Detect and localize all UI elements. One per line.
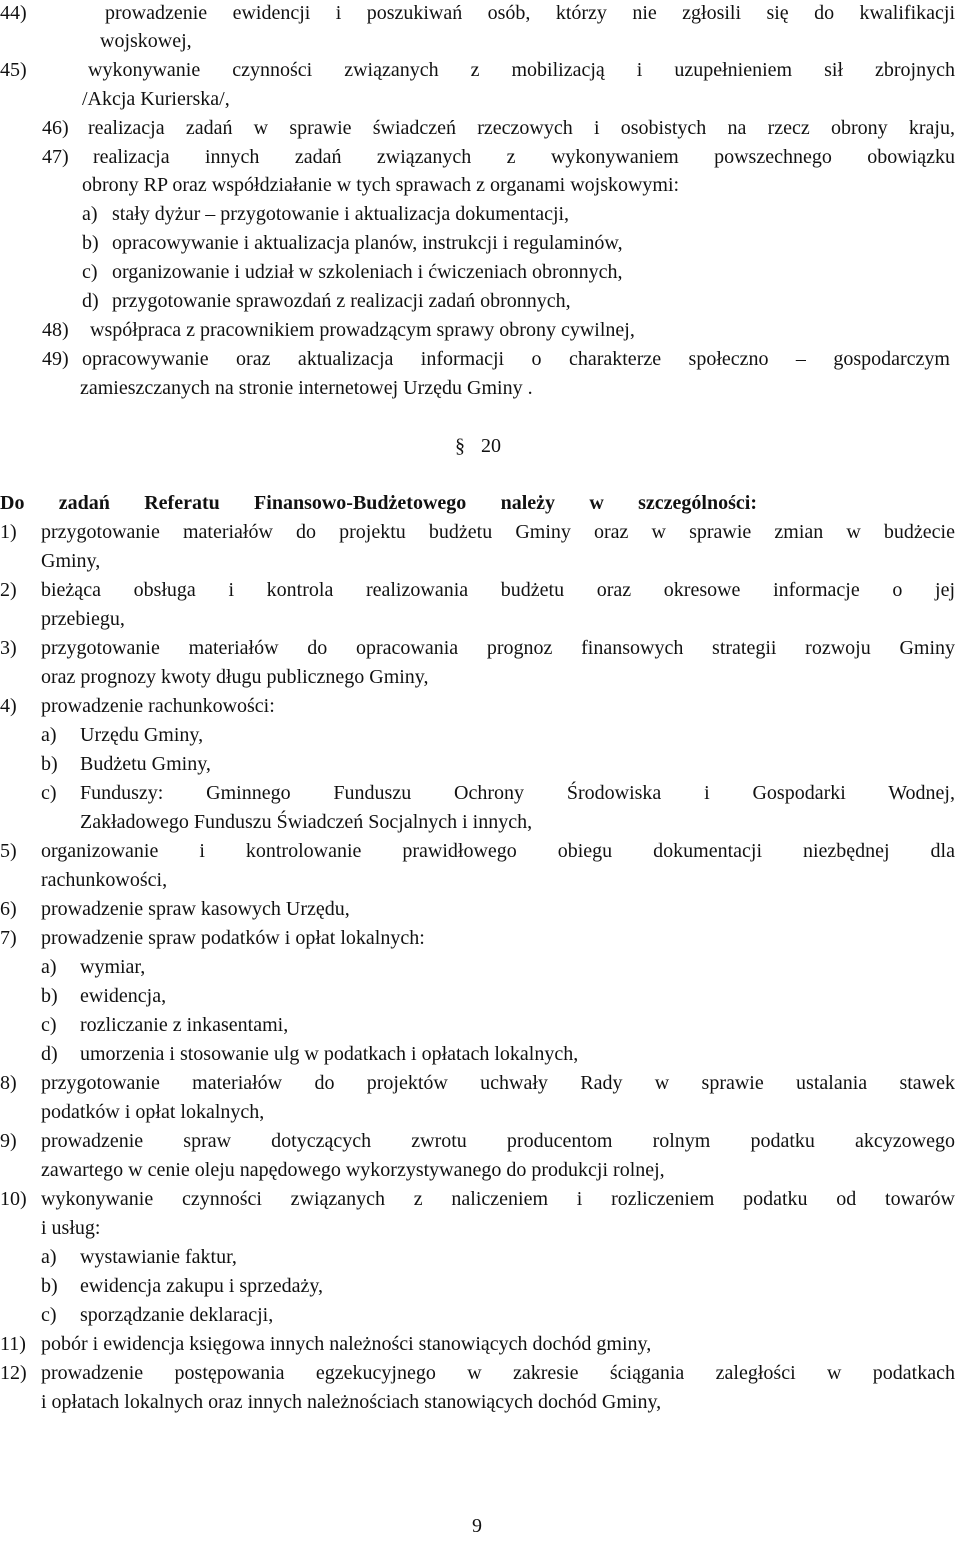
list-item-line: przygotowanie materiałów do projektu budżetu Gminy oraz w sprawie zmian w budżecie <box>41 521 955 543</box>
list-item-line: Gminy, <box>41 550 101 572</box>
list-item-line: przygotowanie materiałów do projektów uchwały Rady w sprawie ustalania stawek <box>41 1072 955 1094</box>
section-number: 20 <box>481 435 501 457</box>
list-item-line: prowadzenie spraw podatków i opłat lokalnych: <box>41 927 425 949</box>
list-item-line: opracowywanie oraz aktualizacja informacji o charakterze społeczno – gospodarczym <box>82 348 950 370</box>
list-number: 5) <box>0 840 17 862</box>
list-item-line: Funduszy: Gminnego Funduszu Ochrony Środowiska i Gospodarki Wodnej, <box>80 782 955 804</box>
list-item-line: wojskowej, <box>100 30 192 52</box>
list-number: 46) <box>42 117 69 139</box>
list-item-line: przygotowanie materiałów do opracowania prognoz finansowych strategii rozwoju Gminy <box>41 637 955 659</box>
section-marker <box>455 432 501 461</box>
list-number: d) <box>82 290 99 312</box>
list-number: b) <box>41 1275 58 1297</box>
list-item-line: ewidencja zakupu i sprzedaży, <box>80 1275 324 1297</box>
list-item-line: oraz prognozy kwoty długu publicznego Gminy, <box>41 666 429 688</box>
section-heading: Do zadań Referatu Finansowo-Budżetowego należy w szczególności: <box>0 492 757 514</box>
list-item-line: pobór i ewidencja księgowa innych należności stanowiących dochód gminy, <box>41 1333 652 1355</box>
list-item-line: podatków i opłat lokalnych, <box>41 1101 265 1123</box>
list-number: 8) <box>0 1072 17 1094</box>
list-number: c) <box>82 261 98 283</box>
list-item-line: prowadzenie rachunkowości: <box>41 695 275 717</box>
list-number: c) <box>41 1014 57 1036</box>
list-item-line: zamieszczanych na stronie internetowej Urzędu Gminy . <box>80 377 533 399</box>
list-item-line: współpraca z pracownikiem prowadzącym sprawy obrony cywilnej, <box>90 319 635 341</box>
list-number: 10) <box>0 1188 27 1210</box>
list-number: b) <box>41 985 58 1007</box>
list-item-line: bieżąca obsługa i kontrola realizowania budżetu oraz okresowe informacje o jej <box>41 579 955 601</box>
list-item-line: realizacja zadań w sprawie świadczeń rzeczowych i osobistych na rzecz obrony kraju, <box>88 117 955 139</box>
list-item-line: organizowanie i udział w szkoleniach i ćwiczeniach obronnych, <box>112 261 623 283</box>
list-item-line: wykonywanie czynności związanych z naliczeniem i rozliczeniem podatku od towarów <box>41 1188 955 1210</box>
list-number: 11) <box>0 1333 26 1355</box>
list-item-line: ewidencja, <box>80 985 167 1007</box>
list-number: a) <box>41 956 57 978</box>
list-item-line: wykonywanie czynności związanych z mobilizacją i uzupełnieniem sił zbrojnych <box>88 59 955 81</box>
list-item-line: zawartego w cenie oleju napędowego wykorzystywanego do produkcji rolnej, <box>41 1159 665 1181</box>
list-item-line: i usług: <box>41 1217 101 1239</box>
list-item-line: rozliczanie z inkasentami, <box>80 1014 289 1036</box>
list-item-line: umorzenia i stosowanie ulg w podatkach i opłatach lokalnych, <box>80 1043 579 1065</box>
section-symbol: § <box>455 435 465 457</box>
page-number: 9 <box>472 1515 482 1537</box>
list-number: d) <box>41 1043 58 1065</box>
list-number: b) <box>41 753 58 775</box>
list-item-line: przygotowanie sprawozdań z realizacji zadań obronnych, <box>112 290 571 312</box>
list-item-line: stały dyżur – przygotowanie i aktualizacja dokumentacji, <box>112 203 570 225</box>
list-number: 4) <box>0 695 17 717</box>
list-number: 3) <box>0 637 17 659</box>
list-item-line: prowadzenie postępowania egzekucyjnego w zakresie ściągania zaległości w podatkach <box>41 1362 955 1384</box>
list-number: a) <box>82 203 98 225</box>
list-item-line: prowadzenie spraw kasowych Urzędu, <box>41 898 350 920</box>
list-number: 48) <box>42 319 69 341</box>
list-item-line: /Akcja Kurierska/, <box>82 88 230 110</box>
list-number: 2) <box>0 579 17 601</box>
list-number: 45) <box>0 59 27 81</box>
list-number: 6) <box>0 898 17 920</box>
list-number: c) <box>41 782 57 804</box>
list-item-line: prowadzenie ewidencji i poszukiwań osób, którzy nie zgłosili się do kwalifikacji <box>105 2 955 24</box>
list-item-line: przebiegu, <box>41 608 125 630</box>
list-item-line: i opłatach lokalnych oraz innych należnościach stanowiących dochód Gminy, <box>41 1391 662 1413</box>
list-item-line: opracowywanie i aktualizacja planów, instrukcji i regulaminów, <box>112 232 623 254</box>
list-number: 49) <box>42 348 69 370</box>
list-number: b) <box>82 232 99 254</box>
list-number: 44) <box>0 2 27 24</box>
list-item-line: obrony RP oraz współdziałanie w tych sprawach z organami wojskowymi: <box>82 174 680 196</box>
list-item-line: prowadzenie spraw dotyczących zwrotu producentom rolnym podatku akcyzowego <box>41 1130 955 1152</box>
list-number: 47) <box>42 146 69 168</box>
list-item-line: wymiar, <box>80 956 146 978</box>
list-number: c) <box>41 1304 57 1326</box>
list-number: 9) <box>0 1130 17 1152</box>
list-item-line: Zakładowego Funduszu Świadczeń Socjalnych i innych, <box>80 811 533 833</box>
list-item-line: realizacja innych zadań związanych z wykonywaniem powszechnego obowiązku <box>93 146 955 168</box>
list-item-line: rachunkowości, <box>41 869 168 891</box>
list-item-line: sporządzanie deklaracji, <box>80 1304 274 1326</box>
list-item-line: Budżetu Gminy, <box>80 753 211 775</box>
list-number: 7) <box>0 927 17 949</box>
list-number: a) <box>41 724 57 746</box>
list-item-line: Urzędu Gminy, <box>80 724 204 746</box>
list-number: a) <box>41 1246 57 1268</box>
list-item-line: organizowanie i kontrolowanie prawidłowego obiegu dokumentacji niezbędnej dla <box>41 840 955 862</box>
list-number: 12) <box>0 1362 27 1384</box>
list-item-line: wystawianie faktur, <box>80 1246 237 1268</box>
list-number: 1) <box>0 521 17 543</box>
